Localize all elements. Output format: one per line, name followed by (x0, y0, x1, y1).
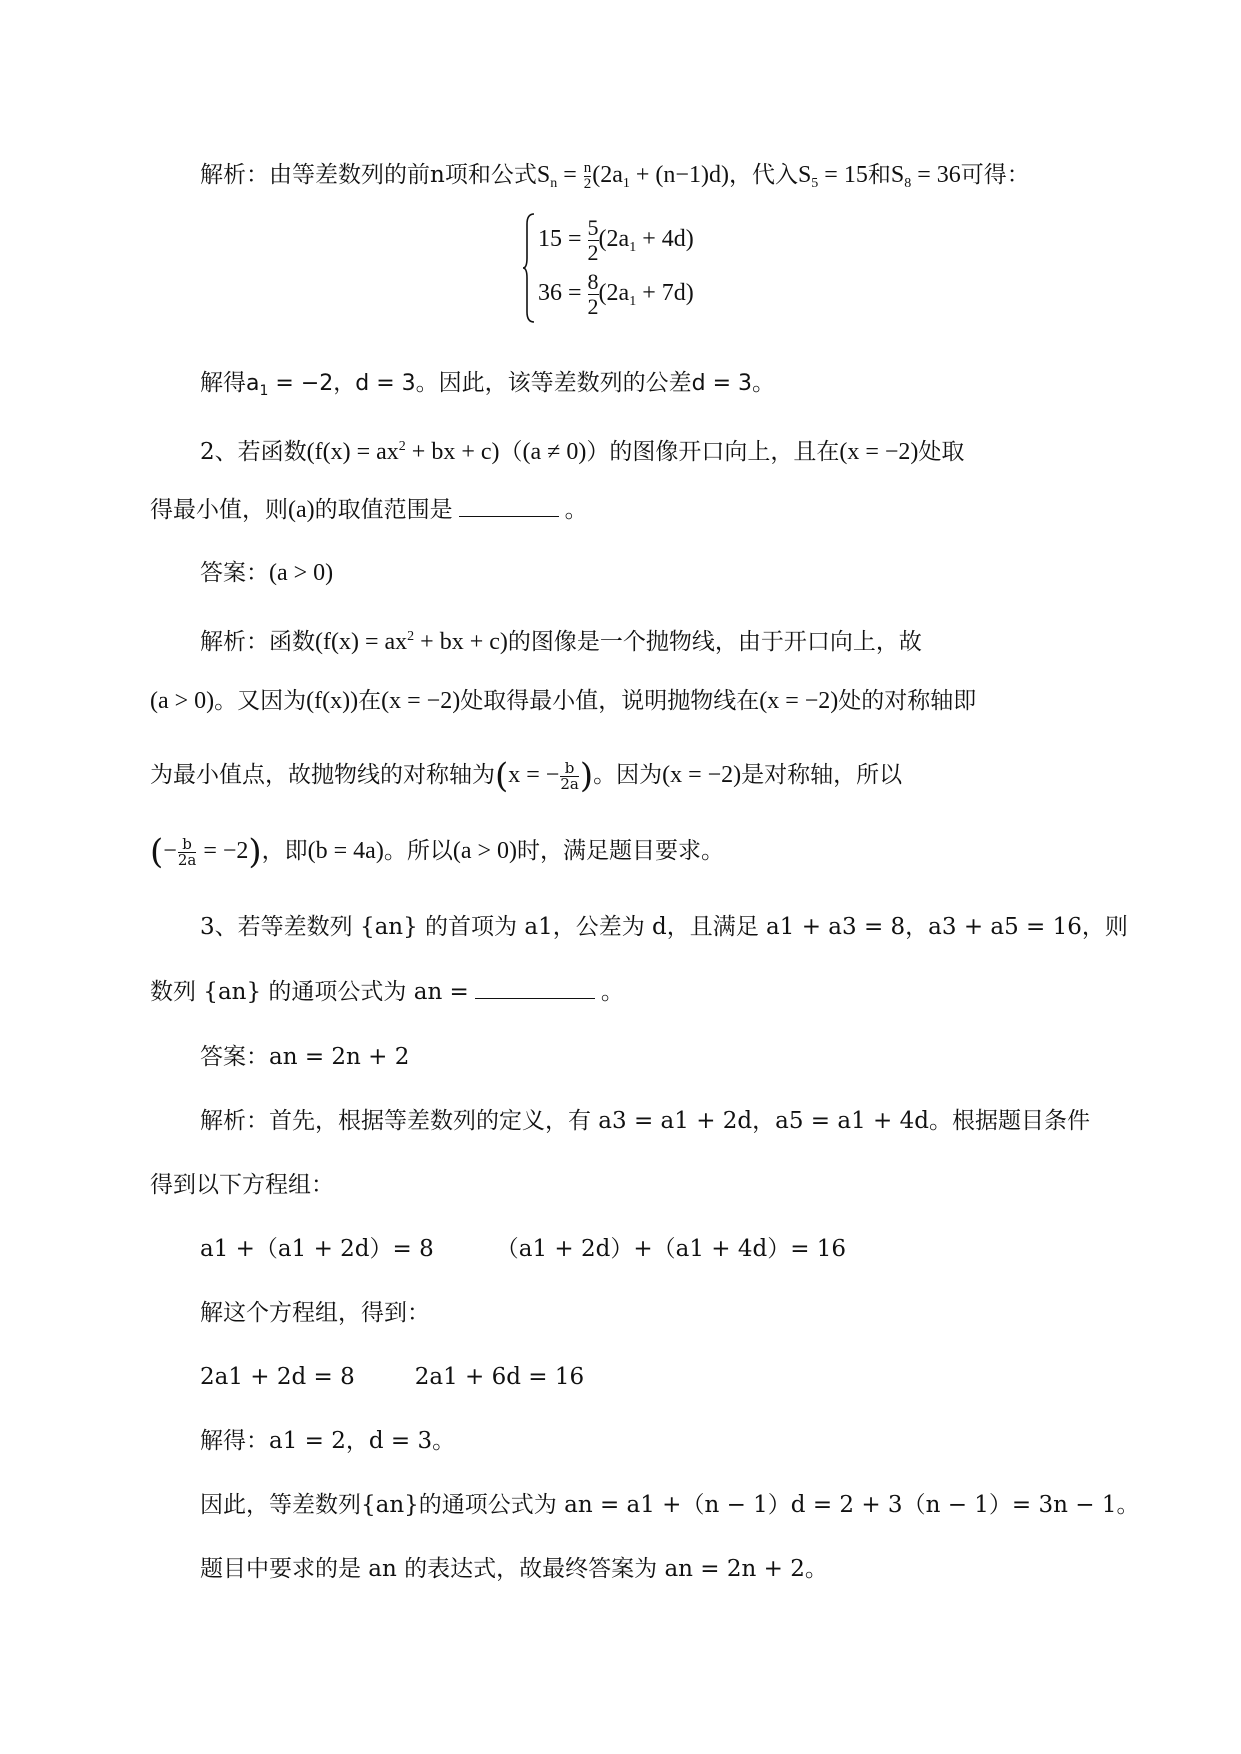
analysis-2-line-4: (− $\frac{b}{2a}$ = −2)，即(b = 4a)。所以(a > 0)时，满足题目要求。 (150, 832, 724, 872)
question-2-line-1: 2、若函数($f(x) = ax^2$ + bx + c)（(a ≠ 0)）的图像开口向上，且在(x = −2)处取 (200, 439, 965, 465)
analysis-3-line-4: 解得：a1 = 2，d = 3。 (200, 1428, 456, 1454)
equation-pair-1: a1 +（a1 + 2d）= 8 （a1 + 2d）+（a1 + 4d）= 16 (200, 1236, 847, 1262)
analysis-3-line-5: 因此，等差数列{an}的通项公式为 an = a1 +（n − 1）d = 2 + 3（n − 1）= 3n − 1。 (200, 1492, 1140, 1518)
answer-2: 答案：(a > 0) (200, 560, 334, 586)
s5-condition: $S_5 = 15$ (797, 162, 868, 191)
solution-line-1: 解得$a_1 = -2$，d = 3。因此，该等差数列的公差d = 3。 (200, 370, 776, 399)
analysis-2-line-3: 为最小值点，故抛物线的对称轴为(x = − $\frac{b}{2a}$ )。因为(x = −2)是对称轴，所以 (150, 756, 903, 796)
question-3-line-2: 数列 {an} 的通项公式为 an = 。 (150, 976, 624, 1007)
sum-formula: $S_n$ = $\frac{n}{2}$ $(2a_1 + (n-1)d)$ (536, 159, 729, 192)
fraction-b-over-2a-2: $\frac{b}{2a}$ (177, 834, 197, 869)
analysis-3-line-3: 解这个方程组，得到： (200, 1300, 430, 1326)
fraction-b-over-2a: $\frac{b}{2a}$ (560, 758, 579, 793)
answer-blank-3 (475, 976, 595, 999)
fraction-8-over-2: $\frac{8}{2}$ (587, 269, 599, 319)
analysis-2-line-1: 解析：函数($f(x) = ax^2$ + bx + c)的图像是一个抛物线，由于开口向上，故 (200, 629, 922, 655)
equation-1: 15 = $\frac{5}{2}$ $(2a_1 + 4d)$ (538, 215, 694, 265)
answer-3: 答案：an = 2n + 2 (200, 1044, 410, 1070)
question-3-line-1: 3、若等差数列 {an} 的首项为 a1，公差为 d，且满足 a1 + a3 = 8，a3 + a5 = 16，则 (200, 914, 1128, 940)
analysis-3-line-1: 解析：首先，根据等差数列的定义，有 a3 = a1 + 2d，a5 = a1 + 4d。根据题目条件 (200, 1108, 1090, 1134)
fraction-n-over-2: $\frac{n}{2}$ (583, 159, 592, 192)
analysis-3-line-6: 题目中要求的是 an 的表达式，故最终答案为 an = 2n + 2。 (200, 1556, 828, 1582)
fraction-5-over-2: $\frac{5}{2}$ (587, 215, 599, 265)
analysis-3-line-2: 得到以下方程组： (150, 1172, 334, 1198)
s8-condition: $S_8 = 36$ (890, 162, 961, 191)
analysis-2-line-2: (a > 0)。又因为(f(x))在(x = −2)处取得最小值，说明抛物线在(x = −2)处的对称轴即 (150, 688, 977, 714)
equation-2: 36 = $\frac{8}{2}$ $(2a_1 + 7d)$ (538, 269, 694, 319)
function-definition: ($f(x) = ax^2$ + bx + c) (306, 439, 500, 465)
answer-blank (459, 494, 559, 517)
solution-values: $a_1 = -2$，d = 3 (246, 371, 416, 399)
analysis-line-1: 解析：由等差数列的前n项和公式$S_n$ = $\frac{n}{2}$ $(2a_1 + (n-1)d)$，代入$S_5 = 15$和$S_8 = 36$可得： (200, 159, 1030, 192)
left-brace (522, 212, 536, 324)
equation-pair-2: 2a1 + 2d = 8 2a1 + 6d = 16 (200, 1364, 585, 1390)
question-2-line-2: 得最小值，则(a)的取值范围是 。 (150, 494, 588, 525)
